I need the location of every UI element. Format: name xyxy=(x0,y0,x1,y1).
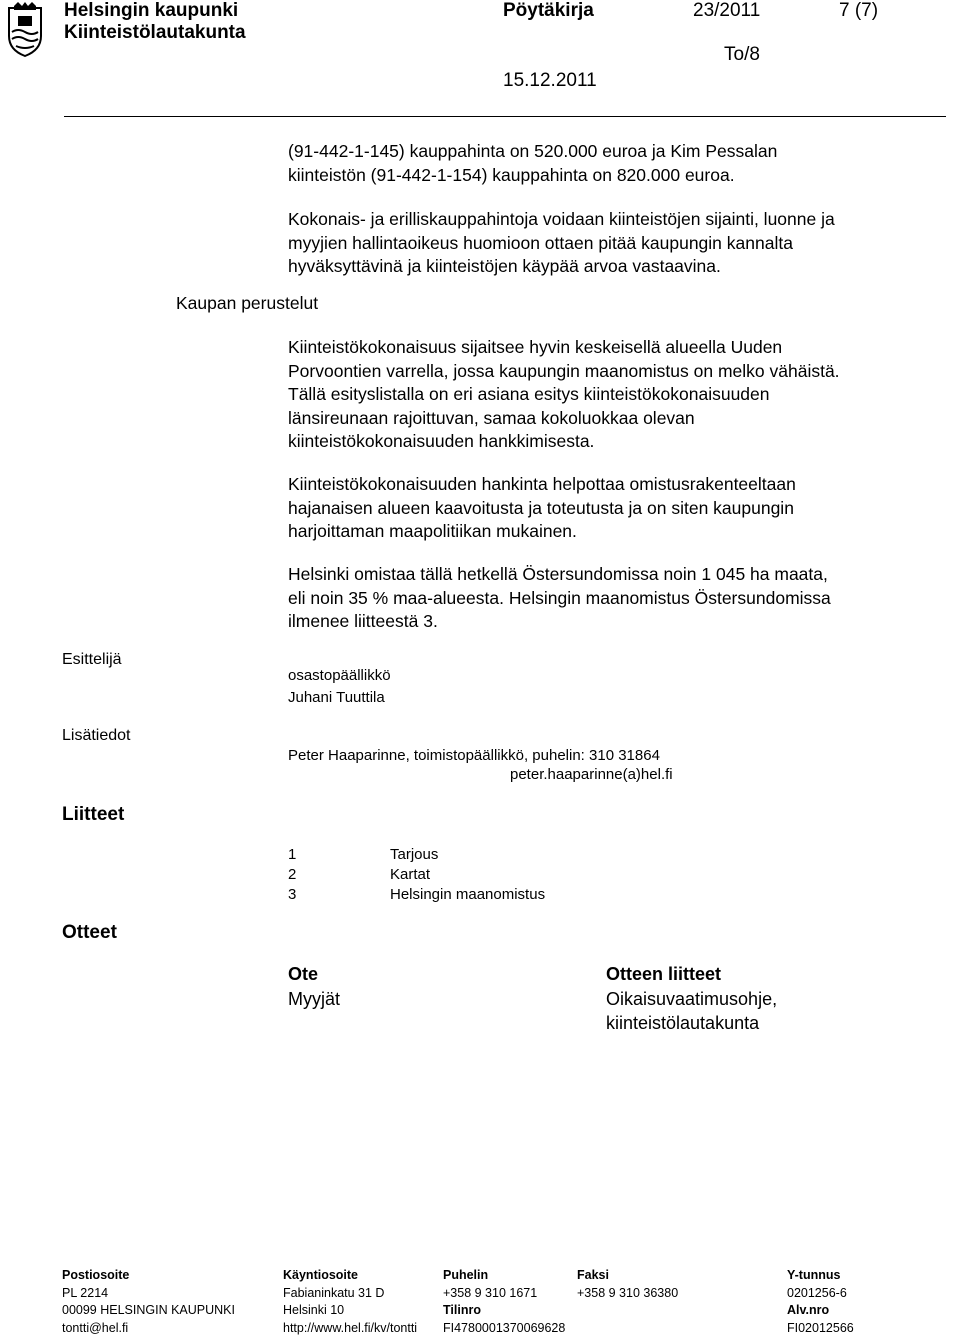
attachment-number: 2 xyxy=(288,866,296,883)
section-label-lisatiedot: Lisätiedot xyxy=(62,727,131,745)
paragraph-ownership: Helsinki omistaa tällä hetkellä Östersundomissa noin 1 045 ha maata, eli noin 35 % maa-alueesta. Helsingin maanomistus Östersundomissa ilmenee liitteestä 3. xyxy=(288,563,831,634)
ote-recipient: Myyjät xyxy=(288,989,340,1010)
paragraph-prices: (91-442-1-145) kauppahinta on 520.000 euroa ja Kim Pessalan kiinteistön (91-442-1-154) kauppahinta on 820.000 euroa. xyxy=(288,140,777,187)
footer-website-link[interactable]: http://www.hel.fi/kv/tontti xyxy=(283,1320,417,1337)
document-type: Pöytäkirja xyxy=(503,0,594,22)
helsinki-crest-logo xyxy=(4,2,46,58)
section-label-otteet: Otteet xyxy=(62,922,117,944)
meeting-date: 15.12.2011 xyxy=(503,70,597,92)
document-number: 23/2011 xyxy=(693,0,760,22)
paragraph-acquisition: Kiinteistökokonaisuuden hankinta helpottaa omistusrakenteeltaan hajanaisen alueen kaavoitusta ja toteutusta ja on siten kaupungin harjoittaman maapolitiikan mukainen. xyxy=(288,473,796,544)
contact-email[interactable]: peter.haaparinne(a)hel.fi xyxy=(510,766,673,783)
otteen-liitteet-heading: Otteen liitteet xyxy=(606,964,721,985)
otteen-liitteet-item: kiinteistölautakunta xyxy=(606,1013,759,1034)
header-rule xyxy=(64,116,946,117)
city-name: Helsingin kaupunki xyxy=(64,0,238,22)
attachment-number: 1 xyxy=(288,846,296,863)
section-label-esittelija: Esittelijä xyxy=(62,651,122,669)
ote-column-heading: Ote xyxy=(288,964,318,985)
presenter-title: osastopäällikkö xyxy=(288,667,391,684)
footer-fax: Faksi +358 9 310 36380 xyxy=(577,1267,678,1302)
attachment-name[interactable]: Tarjous xyxy=(390,846,438,863)
section-label-liitteet: Liitteet xyxy=(62,804,124,826)
presenter-name: Juhani Tuuttila xyxy=(288,689,385,706)
otteen-liitteet-item: Oikaisuvaatimusohje, xyxy=(606,989,777,1010)
page-number: 7 (7) xyxy=(839,0,878,22)
contact-person: Peter Haaparinne, toimistopäällikkö, puhelin: 310 31864 xyxy=(288,747,660,764)
footer-business-id: Y-tunnus 0201256-6 Alv.nro FI02012566 xyxy=(787,1267,854,1337)
attachment-name[interactable]: Kartat xyxy=(390,866,430,883)
reference-code: To/8 xyxy=(724,44,760,66)
paragraph-acceptability: Kokonais- ja erilliskauppahintoja voidaan kiinteistöjen sijainti, luonne ja myyjien hallintaoikeus huomioon ottaen pitää kaupungin kannalta hyväksyttävinä ja kiinteistöjen käypää arvoa vastaavina. xyxy=(288,208,835,279)
footer-visiting-address: Käyntiosoite Fabianinkatu 31 D Helsinki 10 http://www.hel.fi/kv/tontti xyxy=(283,1267,417,1337)
attachment-name[interactable]: Helsingin maanomistus xyxy=(390,886,545,903)
footer-postal-address: Postiosoite PL 2214 00099 HELSINGIN KAUPUNKI tontti@hel.fi xyxy=(62,1267,235,1337)
footer-phone: Puhelin +358 9 310 1671 Tilinro FI4780001370069628 xyxy=(443,1267,565,1337)
paragraph-location: Kiinteistökokonaisuus sijaitsee hyvin keskeisellä alueella Uuden Porvoontien varrella, jossa kaupungin maanomistus on melko vähäistä. Tällä esityslistalla on eri asiana esitys kiinteistökokonaisuuden länsireunaan rajoittuvan, samaa kokoluokkaa olevan kiinteistökokonaisuuden hankkimisesta. xyxy=(288,336,840,454)
board-name: Kiinteistölautakunta xyxy=(64,22,246,44)
section-label-kaupan-perustelut: Kaupan perustelut xyxy=(176,293,318,314)
attachment-number: 3 xyxy=(288,886,296,903)
footer-email[interactable]: tontti@hel.fi xyxy=(62,1320,235,1337)
